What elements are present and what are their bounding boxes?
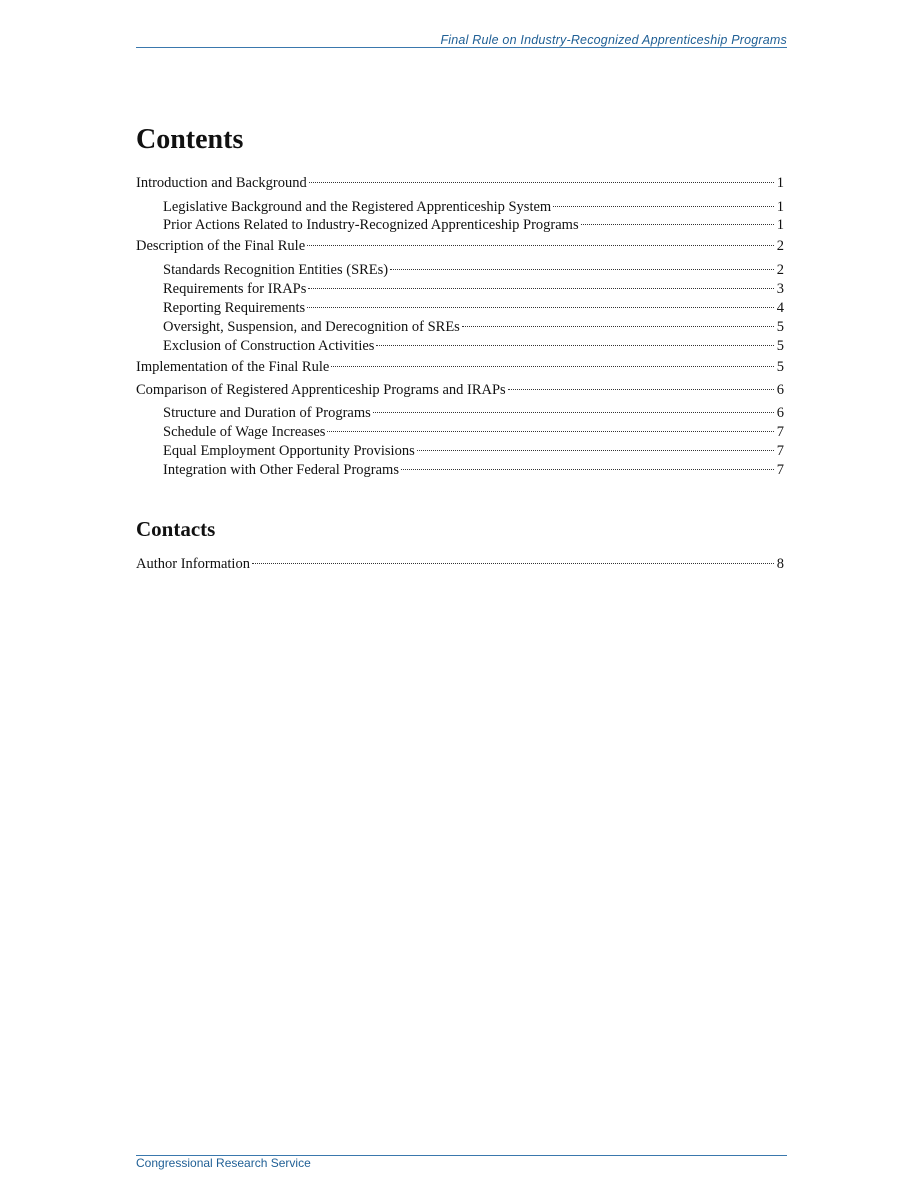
dot-leader [331,366,774,367]
toc-entry-structure-and-duration[interactable] [163,403,784,423]
running-header: Final Rule on Industry-Recognized Apprenticeship Programs [440,33,787,47]
toc-entry-comparison[interactable] [136,380,784,400]
toc-entry-title: Reporting Requirements [163,300,306,316]
toc-entry-title: Implementation of the Final Rule [136,359,330,375]
toc-entry-title: Prior Actions Related to Industry-Recognized Apprenticeship Programs [163,217,579,233]
toc-entry-title: Standards Recognition Entities (SREs) [163,262,389,278]
dot-leader [581,224,774,225]
toc-entry-page: 5 [776,338,784,354]
dot-leader [373,412,774,413]
toc-entry-title: Structure and Duration of Programs [163,405,371,421]
dot-leader [417,450,774,451]
toc-entry-exclusion-of-construction[interactable] [163,336,784,356]
toc-entry-title: Exclusion of Construction Activities [163,338,375,354]
toc-entry-title: Integration with Other Federal Programs [163,462,399,478]
dot-leader [390,269,774,270]
toc-entry-title: Oversight, Suspension, and Derecognition of SREs [163,319,460,335]
toc-entry-page: 2 [776,262,784,278]
toc-entry-title: Schedule of Wage Increases [163,424,326,440]
toc-entry-standards-recognition-entities[interactable] [163,260,784,280]
toc-entry-page: 6 [776,382,784,398]
dot-leader [252,563,774,564]
toc-entry-page: 5 [776,359,784,375]
dot-leader [401,469,774,470]
dot-leader [307,307,774,308]
toc-entry-legislative-background[interactable] [163,197,784,217]
dot-leader [307,245,774,246]
toc-entry-page: 5 [776,319,784,335]
toc-entry-page: 7 [776,443,784,459]
dot-leader [327,431,774,432]
toc-entry-page: 3 [776,281,784,297]
toc-entry-title: Description of the Final Rule [136,238,306,254]
toc-entry-page: 1 [776,217,784,233]
toc-entry-equal-employment-opportunity[interactable] [163,441,784,461]
toc-entry-reporting-requirements[interactable] [163,298,784,318]
toc-entry-page: 6 [776,405,784,421]
toc-entry-prior-actions[interactable] [163,215,784,235]
toc-entry-author-information[interactable] [136,554,784,574]
toc-entry-page: 7 [776,424,784,440]
dot-leader [553,206,774,207]
toc-entry-introduction-and-background[interactable] [136,173,784,193]
contents-heading: Contents [136,124,244,155]
toc-entry-page: 1 [776,175,784,191]
toc-entry-page: 1 [776,199,784,215]
toc-entry-description-of-final-rule[interactable] [136,236,784,256]
toc-entry-implementation-of-final-rule[interactable] [136,357,784,377]
toc-entry-title: Introduction and Background [136,175,307,191]
toc-entry-page: 4 [776,300,784,316]
toc-entry-page: 2 [776,238,784,254]
toc-entry-schedule-of-wage-increases[interactable] [163,422,784,442]
toc-entry-title: Requirements for IRAPs [163,281,307,297]
dot-leader [508,389,774,390]
header-rule [136,47,787,48]
dot-leader [462,326,774,327]
toc-entry-title: Legislative Background and the Registered Apprenticeship System [163,199,552,215]
dot-leader [308,288,774,289]
toc-entry-page: 7 [776,462,784,478]
contacts-heading: Contacts [136,517,216,541]
toc-entry-integration-with-federal-programs[interactable] [163,460,784,480]
toc-entry-oversight-suspension[interactable] [163,317,784,337]
toc-entry-title: Author Information [136,556,250,572]
dot-leader [376,345,774,346]
toc-entry-title: Comparison of Registered Apprenticeship Programs and IRAPs [136,382,506,398]
footer-organization: Congressional Research Service [136,1156,311,1170]
toc-entry-requirements-for-iraps[interactable] [163,279,784,299]
toc-entry-title: Equal Employment Opportunity Provisions [163,443,415,459]
toc-entry-page: 8 [776,556,784,572]
dot-leader [309,182,774,183]
